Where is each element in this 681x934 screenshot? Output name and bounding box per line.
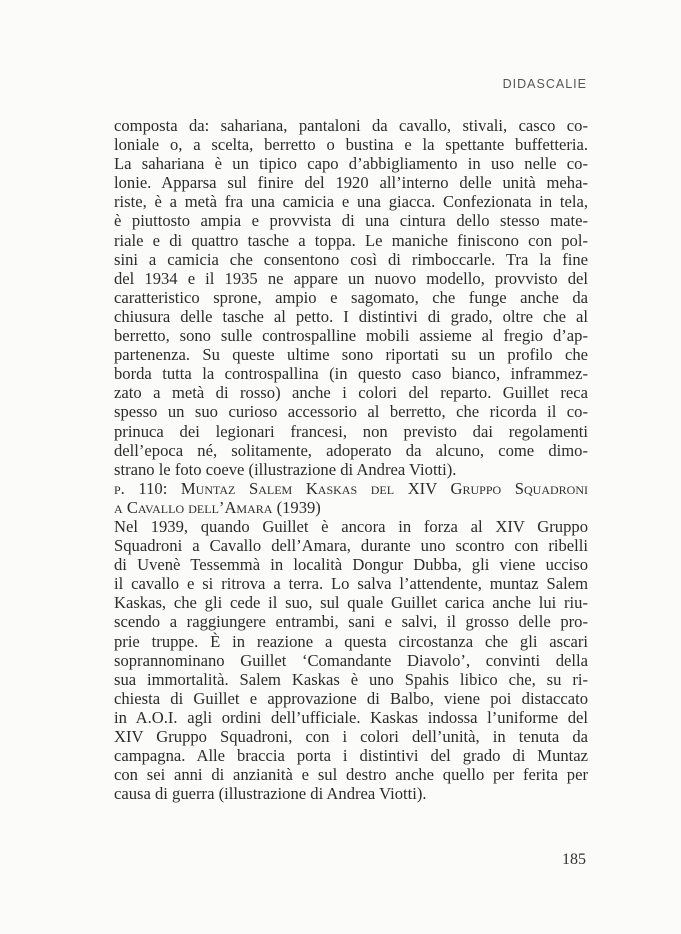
text-line: chiesta di Guillet e approvazione di Balbo, viene poi distaccato <box>114 688 588 708</box>
text-line: partenenza. Su queste ultime sono riportati su un profilo che <box>114 345 588 365</box>
running-head: DIDASCALIE <box>502 77 587 91</box>
text-line: dell’epoca né, solitamente, adoperato da alcuno, come dimo- <box>114 440 588 460</box>
text-line: strano le foto coeve (illustrazione di Andrea Viotti). <box>114 459 457 479</box>
text-line: riste, è a metà fra una camicia e una giacca. Confezionata in tela, <box>114 192 588 212</box>
text-line: di Uvenè Tessemmà in località Dongur Dubba, gli viene ucciso <box>114 555 588 575</box>
paragraph-2 <box>114 517 588 803</box>
text-line: caratteristico sprone, ampio e sagomato, che funge anche da <box>114 287 588 307</box>
text-line: sua immortalità. Salem Kaskas è uno Spahis libico che, su ri- <box>114 669 588 689</box>
text-line: causa di guerra (illustrazione di Andrea Viotti). <box>114 784 427 804</box>
text-line: Nel 1939, quando Guillet è ancora in forza al XIV Gruppo <box>114 516 588 536</box>
caption-line: p. 110: Muntaz Salem Kaskas del XIV Gruppo Squadroni <box>114 478 588 498</box>
text-line: prinuca dei legionari francesi, non previsto dai regolamenti <box>114 421 588 441</box>
text-line: loniale o, a scelta, berretto o bustina e la spettante buffetteria. <box>114 135 588 155</box>
text-line: il cavallo e si ritrova a terra. Lo salva l’attendente, muntaz Salem <box>114 574 588 594</box>
text-line: riale e di quattro tasche a toppa. Le maniche finiscono con pol- <box>114 230 588 250</box>
caption-heading <box>114 479 588 517</box>
text-line: soprannominano Guillet ‘Comandante Diavolo’, convinti della <box>114 650 588 670</box>
text-line: prie truppe. È in reazione a questa circostanza che gli ascari <box>114 631 588 651</box>
text-line: zato a metà di rosso) anche i colori del reparto. Guillet reca <box>114 383 588 403</box>
text-line: lonie. Apparsa sul finire del 1920 all’interno delle unità meha- <box>114 173 588 193</box>
text-line: scendo a raggiungere entrambi, sani e salvi, il grosso delle pro- <box>114 612 588 632</box>
text-line: borda tutta la controspallina (in questo caso bianco, inframmez- <box>114 364 588 384</box>
page-number: 185 <box>562 851 586 868</box>
text-line: berretto, sono sulle controspalline mobili assieme al fregio d’ap- <box>114 326 588 346</box>
text-line: sini a camicia che consentono così di rimboccarle. Tra la fine <box>114 249 588 269</box>
text-line: con sei anni di anzianità e sul destro anche quello per ferita per <box>114 765 588 785</box>
body-text <box>114 116 588 803</box>
text-line: Squadroni a Cavallo dell’Amara, durante uno scontro con ribelli <box>114 536 588 556</box>
text-line: del 1934 e il 1935 ne appare un nuovo modello, provvisto del <box>114 268 588 288</box>
text-line: chiusura delle tasche al petto. I distintivi di grado, oltre che al <box>114 306 588 326</box>
text-line: in A.O.I. agli ordini dell’ufficiale. Kaskas indossa l’uniforme del <box>114 707 588 727</box>
text-line: XIV Gruppo Squadroni, con i colori dell’unità, in tenuta da <box>114 727 588 746</box>
text-line: spesso un suo curioso accessorio al berretto, che ricorda il co- <box>114 402 588 422</box>
text-line: Kaskas, che gli cede il suo, sul quale Guillet carica anche lui riu- <box>114 593 588 613</box>
caption-line: a Cavallo dell’Amara (1939) <box>114 497 321 517</box>
text-line: campagna. Alle braccia porta i distintivi del grado di Muntaz <box>114 746 588 766</box>
paragraph-1 <box>114 116 588 479</box>
text-line: composta da: sahariana, pantaloni da cavallo, stivali, casco co- <box>114 116 588 135</box>
text-line: è piuttosto ampia e provvista di una cintura dello stesso mate- <box>114 211 588 231</box>
text-line: La sahariana è un tipico capo d’abbigliamento in uso nelle co- <box>114 154 588 174</box>
